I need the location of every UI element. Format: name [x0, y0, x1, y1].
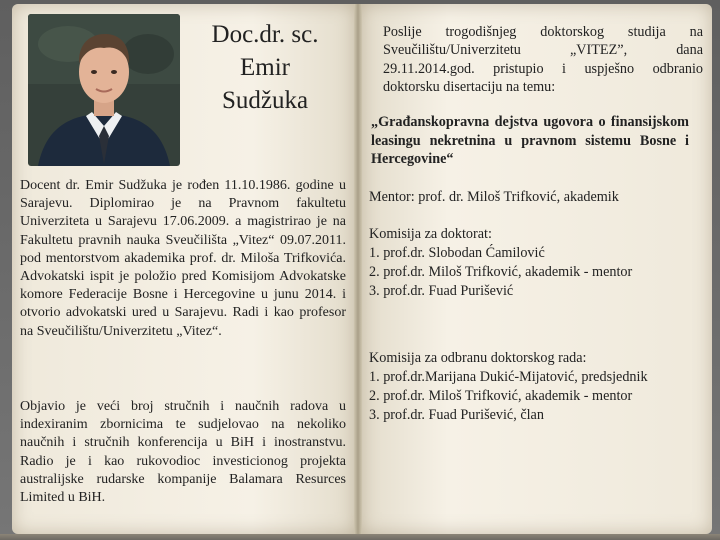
book-bottom-edge [0, 534, 720, 540]
publications-paragraph: Objavio je veći broj stručnih i naučnih radova u indexiranim zbornicima te sudjelovao na nekoliko naučnih i stručnih konferencija u BiH i inostranstvu. Radio je i kao rukovodioc investicionog projekta australijske rudarske kompanije Balamara Resurces Limited u BiH. [20, 399, 346, 506]
defense-committee-member: 3. prof.dr. Fuad Purišević, član [369, 407, 544, 423]
title-line: Emir [240, 54, 290, 81]
committee-member: 2. prof.dr. Miloš Trifković, akademik - mentor [369, 264, 633, 280]
page-title [190, 18, 340, 117]
defense-committee-member: 1. prof.dr.Marijana Dukić-Mijatović, predsjednik [369, 369, 648, 385]
title-line: Sudžuka [221, 87, 309, 114]
dissertation-title: „Građanskopravna dejstva ugovora o finansijskom leasingu nekretnina u pravnom sistemu Bosne i Hercegovine“ [371, 114, 689, 168]
book-spine [354, 4, 362, 534]
committee-member: 1. prof.dr. Slobodan Ćamilović [369, 245, 545, 261]
dissertation-intro: Poslije trogodišnjeg doktorskog studija na Sveučilištu/Univerzitetu „VITEZ”, dana 29.11.2014.god. pristupio i uspješno odbranio doktorsku disertaciju na temu: [383, 24, 703, 96]
committee-member: 3. prof.dr. Fuad Purišević [369, 283, 514, 299]
biography-paragraph: Docent dr. Emir Sudžuka je rođen 11.10.1986. godine u Sarajevu. Diplomirao je na Pravnom fakultetu Univerziteta u Sarajevu 17.06.2009. a magistrirao je na Fakultetu pravnih nauka Sveučilišta „Vitez“ 09.07.2011. pod mentorstvom akademika prof. dr. Miloša Trifkovića. Advokatski ispit je položio pred Komisijom Advokatske komore Federacije Bosne i Hercegovine u junu 2014. i otvorio advokatski ured u Sarajevu. Radi i kao profesor na Sveučilištu/Univerzitetu „Vitez“. [20, 178, 346, 339]
mentor-line: Mentor: prof. dr. Miloš Trifković, akademik [369, 189, 619, 205]
title-line: Doc.dr. sc. [211, 21, 319, 48]
defense-committee-heading: Komisija za odbranu doktorskog rada: [369, 350, 587, 366]
defense-committee-member: 2. prof.dr. Miloš Trifković, akademik - mentor [369, 388, 633, 404]
committee-heading: Komisija za doktorat: [369, 226, 492, 242]
portrait-photo [28, 14, 180, 166]
